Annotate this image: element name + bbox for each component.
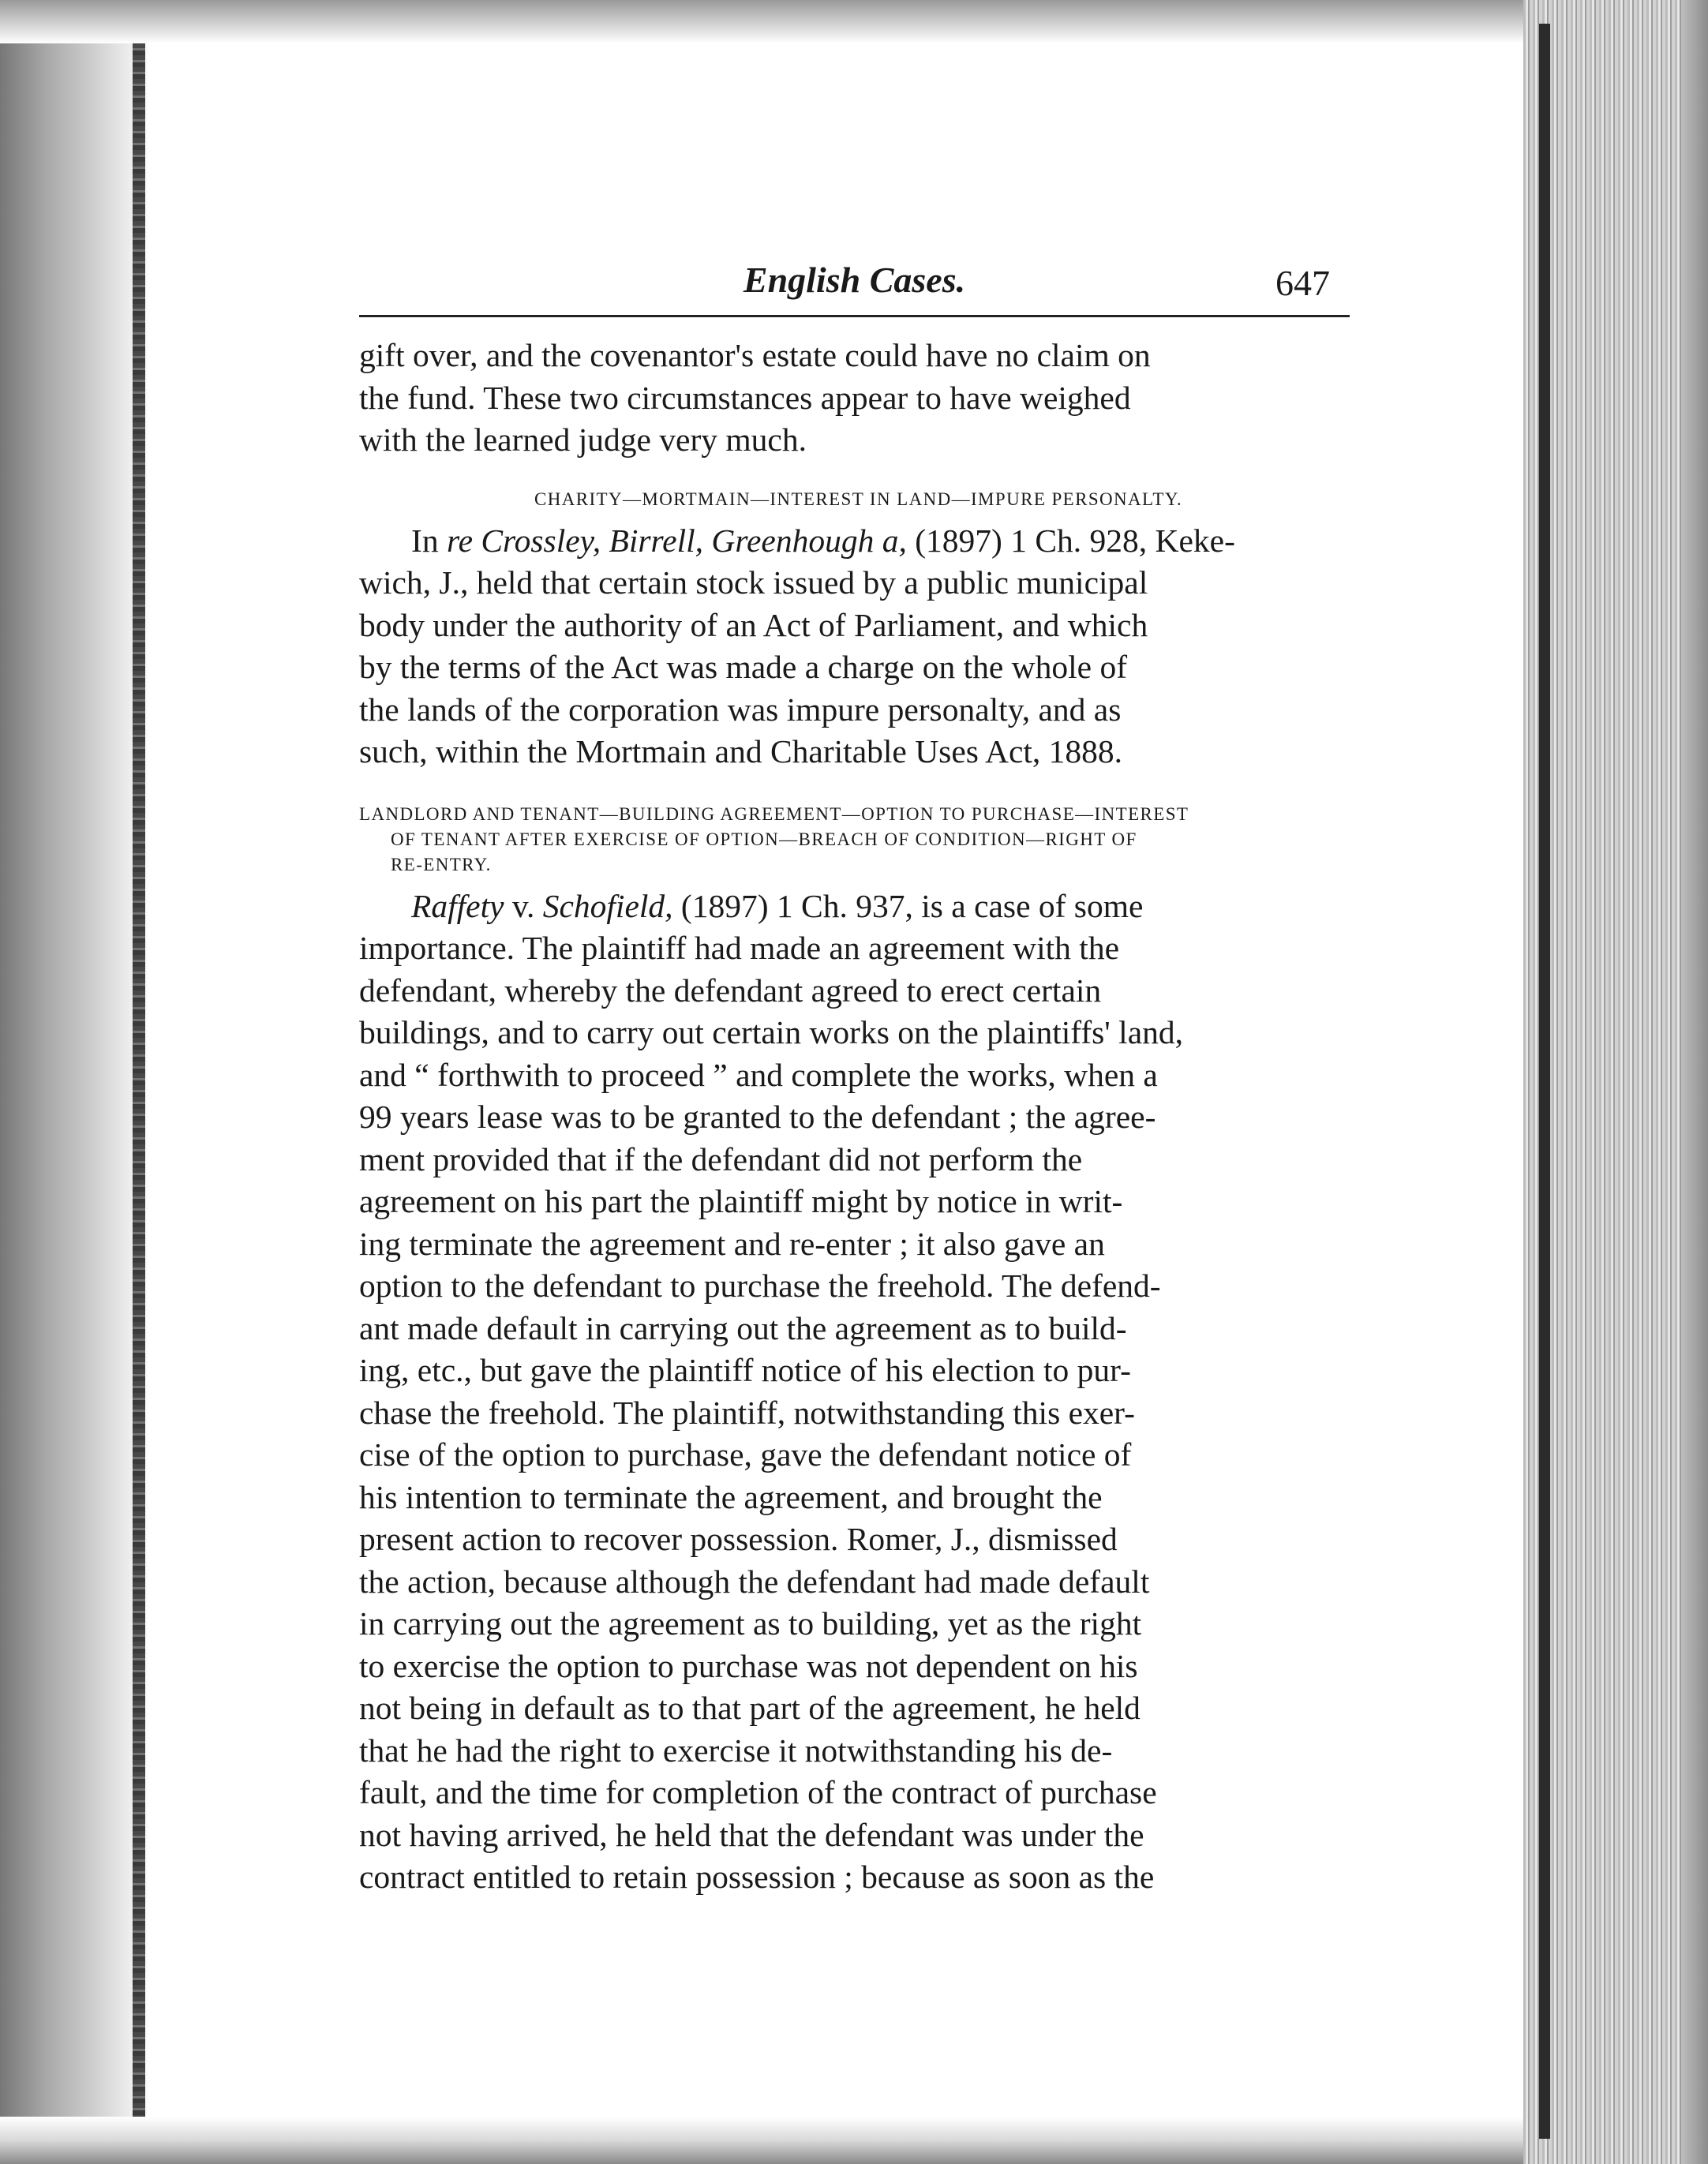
text-line: option to the defendant to purchase the freehold. The defend- bbox=[359, 1267, 1161, 1304]
text-line: defendant, whereby the defendant agreed to erect certain bbox=[359, 972, 1102, 1009]
text-line: importance. The plaintiff had made an agreement with the bbox=[359, 930, 1119, 966]
case-plaintiff: Raffety bbox=[411, 887, 504, 924]
text-line: chase the freehold. The plaintiff, notwithstanding this exer- bbox=[359, 1394, 1135, 1431]
binding-edge bbox=[133, 32, 145, 2131]
section-heading-charity: CHARITY—MORTMAIN—INTEREST IN LAND—IMPURE PERSONALTY. bbox=[534, 489, 1183, 509]
running-head bbox=[359, 256, 1350, 317]
page-number: 647 bbox=[1275, 263, 1330, 303]
text-line: such, within the Mortmain and Charitable Uses Act, 1888. bbox=[359, 733, 1123, 769]
heading-line: LANDLORD AND TENANT—BUILDING AGREEMENT—OPTION TO PURCHASE—INTEREST bbox=[359, 803, 1189, 824]
text-line: with the learned judge very much. bbox=[359, 421, 807, 458]
section-heading-landlord bbox=[359, 802, 1350, 878]
text-line: ment provided that if the defendant did not perform the bbox=[359, 1140, 1083, 1177]
text-line: in carrying out the agreement as to building, yet as the right bbox=[359, 1605, 1142, 1642]
text-line: his intention to terminate the agreement, and brought the bbox=[359, 1478, 1103, 1515]
scan-left-margin bbox=[0, 0, 150, 2164]
text-line: fault, and the time for completion of the contract of purchase bbox=[359, 1774, 1157, 1810]
text-line: that he had the right to exercise it notwithstanding his de- bbox=[359, 1732, 1113, 1769]
case-prefix: In bbox=[411, 522, 447, 559]
heading-line: OF TENANT AFTER EXERCISE OF OPTION—BREACH OF CONDITION—RIGHT OF bbox=[391, 829, 1137, 849]
text-line: and “ forthwith to proceed ” and complete the works, when a bbox=[359, 1056, 1158, 1093]
text-line: to exercise the option to purchase was not dependent on his bbox=[359, 1647, 1138, 1684]
case-paragraph-crossley bbox=[359, 520, 1350, 773]
text-line: the action, because although the defendant had made default bbox=[359, 1563, 1150, 1600]
running-title: English Cases. bbox=[743, 260, 966, 300]
text-line: ing, etc., but gave the plaintiff notice of his election to pur- bbox=[359, 1352, 1131, 1388]
case-paragraph-raffety bbox=[359, 885, 1350, 1899]
text-line: the fund. These two circumstances appear to have weighed bbox=[359, 379, 1131, 416]
heading-line: RE-ENTRY. bbox=[391, 854, 492, 874]
text-line: buildings, and to carry out certain works on the plaintiffs' land, bbox=[359, 1014, 1183, 1050]
text-line: cise of the option to purchase, gave the defendant notice of bbox=[359, 1436, 1132, 1473]
case-name: re Crossley, Birrell, Greenhough a, bbox=[446, 522, 907, 559]
scan-bottom-margin bbox=[0, 2117, 1708, 2164]
text-line: gift over, and the covenantor's estate could have no claim on bbox=[359, 337, 1151, 373]
intro-paragraph bbox=[359, 335, 1350, 462]
text-line: ing terminate the agreement and re-enter ; it also gave an bbox=[359, 1225, 1105, 1262]
text-line: by the terms of the Act was made a charge on the whole of bbox=[359, 649, 1128, 685]
text-line: the lands of the corporation was impure personalty, and as bbox=[359, 691, 1122, 728]
scan-right-page-stack bbox=[1523, 0, 1708, 2164]
text-line bbox=[359, 885, 1350, 928]
case-defendant: Schofield, bbox=[542, 887, 673, 924]
text-line: agreement on his part the plaintiff might by notice in writ- bbox=[359, 1183, 1123, 1219]
scan-top-margin bbox=[0, 0, 1708, 43]
text-line: wich, J., held that certain stock issued by a public municipal bbox=[359, 564, 1148, 601]
page-content bbox=[359, 256, 1350, 1899]
case-versus: v. bbox=[504, 887, 543, 924]
text-line: contract entitled to retain possession ; because as soon as the bbox=[359, 1859, 1155, 1895]
scan-right-margin bbox=[1681, 0, 1708, 2164]
page-edge-shadow bbox=[1539, 24, 1550, 2139]
text-line: not having arrived, he held that the defendant was under the bbox=[359, 1816, 1144, 1853]
text-line bbox=[359, 520, 1350, 563]
case-citation: (1897) 1 Ch. 937, is a case of some bbox=[672, 887, 1144, 924]
text-line: present action to recover possession. Romer, J., dismissed bbox=[359, 1521, 1118, 1557]
case-citation: (1897) 1 Ch. 928, Keke- bbox=[906, 522, 1235, 559]
text-line: 99 years lease was to be granted to the defendant ; the agree- bbox=[359, 1099, 1156, 1135]
text-line: body under the authority of an Act of Parliament, and which bbox=[359, 606, 1148, 643]
text-line: ant made default in carrying out the agreement as to build- bbox=[359, 1309, 1127, 1346]
text-line: not being in default as to that part of the agreement, he held bbox=[359, 1690, 1141, 1726]
